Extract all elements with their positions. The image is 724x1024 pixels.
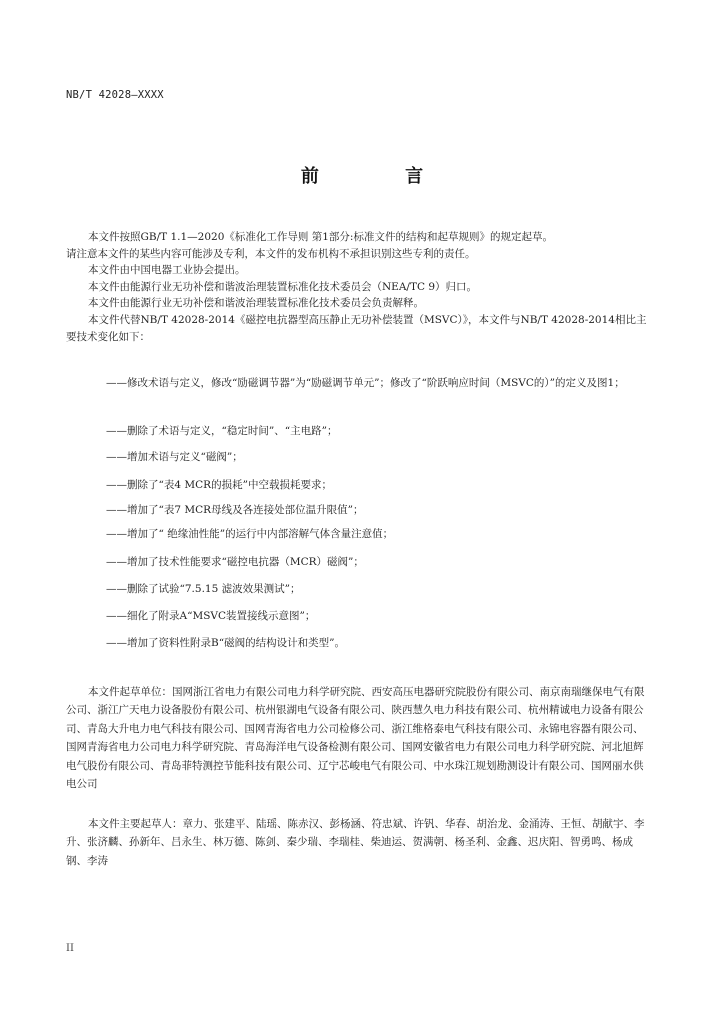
drafters-paragraph (66, 815, 652, 870)
page-title: 前 言 (300, 166, 464, 187)
intro-paragraph: 本文件由能源行业无功补偿和谐波治理装置标准化技术委员会（NEA/TC 9）归口。 (88, 280, 478, 293)
change-item: ——删除了“表4 MCR的损耗”中空载损耗要求； (106, 479, 332, 491)
change-item: ——增加了技术性能要求“磁控电抗器（MCR）磁阀”； (106, 556, 364, 568)
change-item: ——修改术语与定义，修改“励磁调节器”为“励磁调节单元”；修改了“阶跃响应时间（MSVC的）”的定义及图1； (106, 377, 625, 389)
intro-paragraph: 请注意本文件的某些内容可能涉及专利，本文件的发布机构不承担识别这些专利的责任。 (66, 247, 476, 260)
change-item: ——增加了资料性附录B“磁阀的结构设计和类型”。 (106, 637, 345, 649)
intro-paragraph: 本文件由中国电器工业协会提出。 (88, 264, 246, 277)
change-item: ——细化了附录A“MSVC装置接线示意图”； (106, 610, 316, 622)
intro-paragraph: 本文件代替NB/T 42028-2014《磁控电抗器型高压静止无功补偿装置（MSVC）》，本文件与NB/T 42028-2014相比主要技术变化如下： (66, 313, 647, 343)
change-item: ——增加术语与定义“磁阀”； (106, 451, 243, 463)
intro-paragraph: 本文件由能源行业无功补偿和谐波治理装置标准化技术委员会负责解释。 (88, 297, 424, 310)
drafting-units-text: 本文件起草单位：国网浙江省电力有限公司电力科学研究院、西安高压电器研究院股份有限公司、南京南瑞继保电气有限公司、浙江广天电力设备股份有限公司、杭州银湖电气设备有限公司、陕西慧久电力科技有限公司、杭州精诚电力设备有限公司、青岛大升电力电气科技有限公司、国网青海省电力公司检修公司、浙江维格泰电气科技有限公司、永锦电容器有限公司、国网青海省电力公司电力科学研究院、青岛海洋电气设备检测有限公司、国网安徽省电力有限公司电力科学研究院、河北旭辉电气股份有限公司、青岛菲特测控节能科技有限公司、辽宁芯峻电气有限公司、中水珠江规划勘测设计有限公司、国网丽水供电公司 (66, 686, 645, 791)
drafters-text: 本文件主要起草人：章力、张建平、陆瑶、陈赤汉、彭杨涵、符忠斌、许钒、华春、胡治龙、金涌涛、王恒、胡献宇、李升、张济麟、孙新年、吕永生、林万德、陈剑、秦少瑞、李瑞桂、柴迪运、贺满朝、杨圣利、金鑫、迟庆阳、智勇鸣、杨成钢、李涛 (66, 818, 645, 867)
drafting-units-paragraph (66, 683, 652, 793)
change-item: ——增加了“ 绝缘油性能”的运行中内部溶解气体含量注意值； (106, 528, 394, 540)
change-item: ——删除了术语与定义，“稳定时间”、“主电路”； (106, 425, 338, 437)
page-number: II (66, 943, 74, 954)
change-item: ——删除了试验“7.5.15 滤波效果测试”； (106, 583, 301, 595)
intro-paragraph: 本文件按照GB/T 1.1—2020《标准化工作导则 第1部分:标准文件的结构和起草规则》的规定起草。 (88, 231, 553, 243)
intro-section (66, 229, 652, 345)
change-item: ——增加了“表7 MCR母线及各连接处部位温升限值”； (106, 504, 364, 516)
document-number: NB/T 42028—XXXX (66, 89, 164, 101)
